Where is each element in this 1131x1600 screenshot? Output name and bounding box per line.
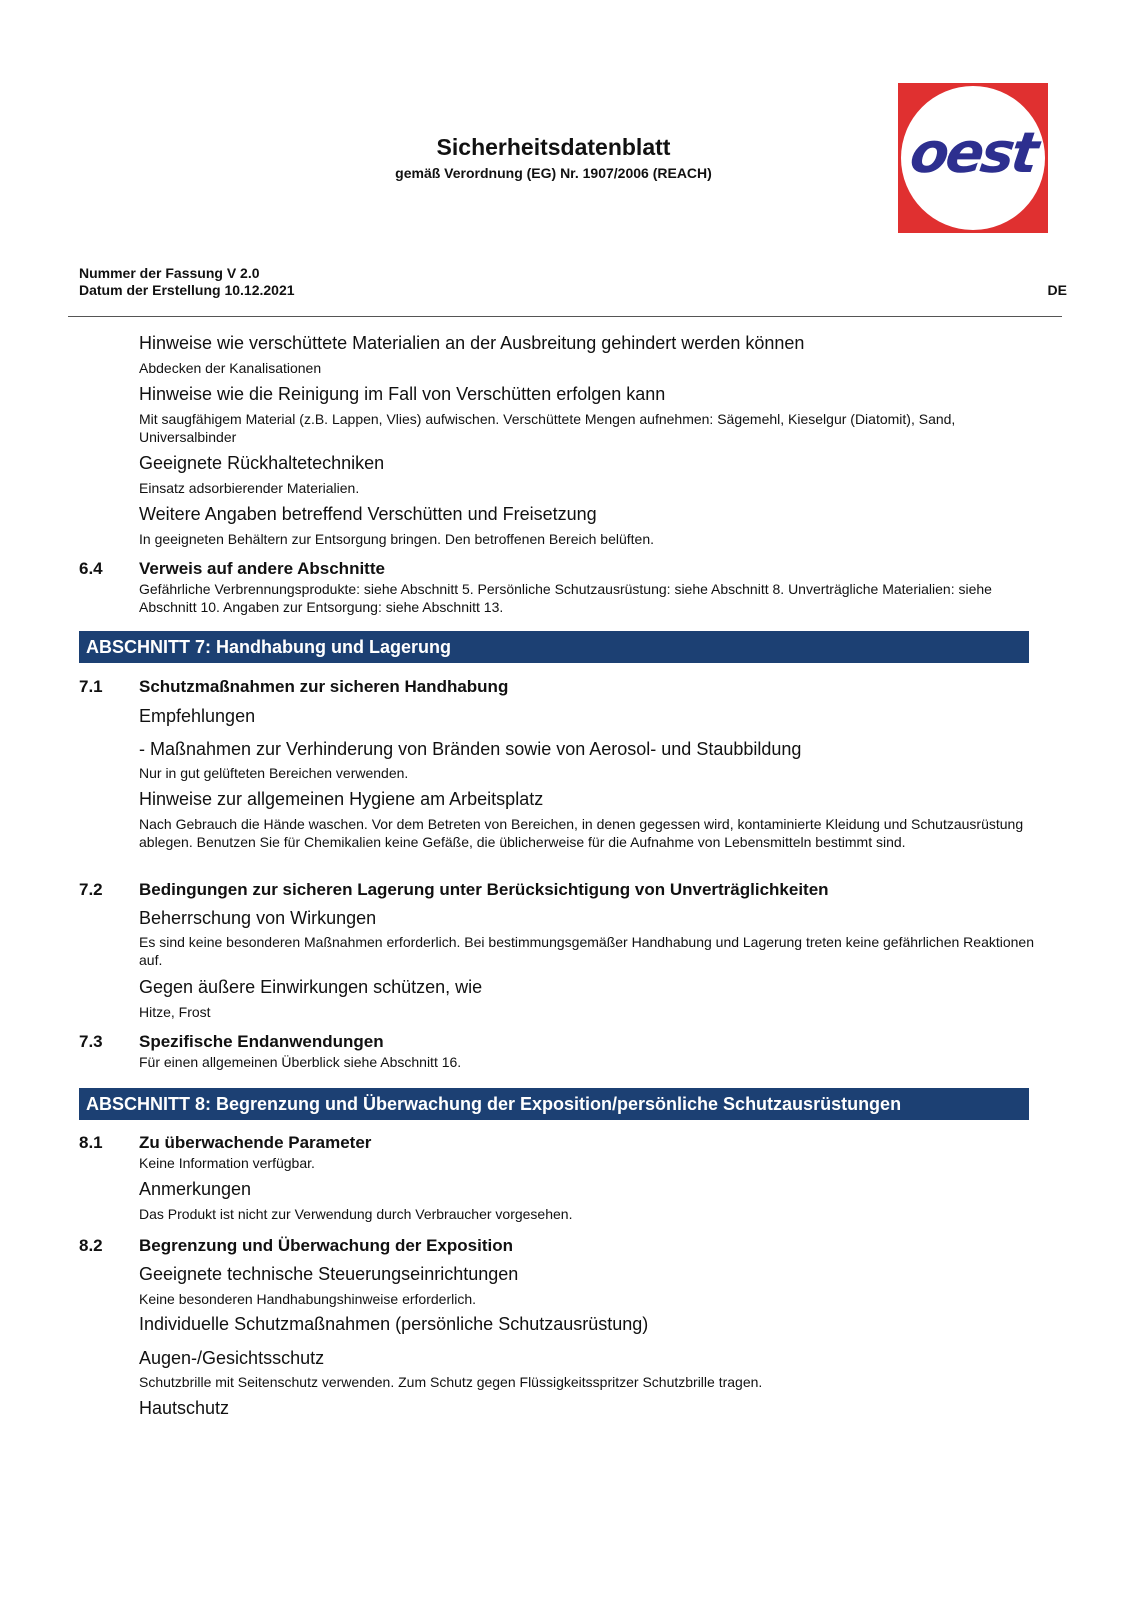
subheading-control-effects: Beherrschung von Wirkungen bbox=[139, 908, 377, 928]
subheading-hygiene: Hinweise zur allgemeinen Hygiene am Arbeitsplatz bbox=[139, 789, 544, 809]
section-number-8-1: 8.1 bbox=[79, 1133, 103, 1152]
header-divider bbox=[68, 316, 1062, 317]
text-retention: Einsatz adsorbierender Materialien. bbox=[139, 480, 360, 496]
text-containment: Abdecken der Kanalisationen bbox=[139, 360, 322, 376]
section-number-8-2: 8.2 bbox=[79, 1236, 103, 1255]
section-number-7-2: 7.2 bbox=[79, 880, 103, 899]
text-7-3: Für einen allgemeinen Überblick siehe Abschnitt 16. bbox=[139, 1054, 462, 1070]
text-external-influences: Hitze, Frost bbox=[139, 1004, 211, 1020]
subheading-further-info: Weitere Angaben betreffend Verschütten und Freisetzung bbox=[139, 504, 597, 524]
section-8-bar: ABSCHNITT 8: Begrenzung und Überwachung der Exposition/persönliche Schutzausrüstungen bbox=[79, 1088, 1029, 1120]
subheading-eye-protection: Augen-/Gesichtsschutz bbox=[139, 1348, 325, 1368]
section-number-7-3: 7.3 bbox=[79, 1032, 103, 1051]
subheading-cleanup: Hinweise wie die Reinigung im Fall von Verschütten erfolgen kann bbox=[139, 384, 666, 404]
text-technical-controls: Keine besonderen Handhabungshinweise erforderlich. bbox=[139, 1291, 477, 1307]
text-hygiene: Nach Gebrauch die Hände waschen. Vor dem Betreten von Bereichen, in denen gegessen wird, kontaminierte Kleidung und Schutzausrüstung ablegen. Benutzen Sie für Chemikalien keine Gefäße, die üblicherweise für die Aufnahme von Lebensmitteln bestimmt sind. bbox=[139, 816, 1024, 850]
subheading-external-influences: Gegen äußere Einwirkungen schützen, wie bbox=[139, 977, 483, 997]
text-eye-protection: Schutzbrille mit Seitenschutz verwenden. Zum Schutz gegen Flüssigkeitsspritzer Schutzbrille tragen. bbox=[139, 1374, 763, 1390]
heading-7-3: Spezifische Endanwendungen bbox=[139, 1032, 384, 1051]
company-logo bbox=[898, 83, 1048, 233]
text-6-4: Gefährliche Verbrennungsprodukte: siehe Abschnitt 5. Persönliche Schutzausrüstung: siehe Abschnitt 8. Unverträgliche Materialien: siehe Abschnitt 10. Angaben zur Entsorgung: siehe Abschnitt 13. bbox=[139, 581, 992, 615]
subheading-technical-controls: Geeignete technische Steuerungseinrichtungen bbox=[139, 1264, 519, 1284]
text-remarks: Das Produkt ist nicht zur Verwendung durch Verbraucher vorgesehen. bbox=[139, 1206, 573, 1222]
subheading-fire-prevention: - Maßnahmen zur Verhinderung von Bränden sowie von Aerosol- und Staubbildung bbox=[139, 739, 802, 759]
subheading-remarks: Anmerkungen bbox=[139, 1179, 252, 1199]
version-number: Nummer der Fassung V 2.0 bbox=[79, 265, 260, 281]
heading-7-2: Bedingungen zur sicheren Lagerung unter Berücksichtigung von Unverträglichkeiten bbox=[139, 880, 829, 899]
text-control-effects: Es sind keine besonderen Maßnahmen erforderlich. Bei bestimmungsgemäßer Handhabung und Lagerung treten keine gefährlichen Reaktionen auf. bbox=[139, 934, 1034, 968]
section-7-bar: ABSCHNITT 7: Handhabung und Lagerung bbox=[79, 631, 1029, 663]
logo-text: oest bbox=[906, 121, 1040, 186]
subheading-individual-protection: Individuelle Schutzmaßnahmen (persönliche Schutzausrüstung) bbox=[139, 1314, 649, 1334]
text-further-info: In geeigneten Behältern zur Entsorgung bringen. Den betroffenen Bereich belüften. bbox=[139, 531, 654, 547]
subheading-retention: Geeignete Rückhaltetechniken bbox=[139, 453, 385, 473]
text-8-1: Keine Information verfügbar. bbox=[139, 1155, 315, 1171]
heading-6-4: Verweis auf andere Abschnitte bbox=[139, 559, 385, 578]
creation-date: Datum der Erstellung 10.12.2021 bbox=[79, 282, 295, 298]
text-cleanup: Mit saugfähigem Material (z.B. Lappen, Vlies) aufwischen. Verschüttete Mengen aufnehmen: Sägemehl, Kieselgur (Diatomit), Sand, Universalbinder bbox=[139, 411, 956, 445]
subheading-skin-protection: Hautschutz bbox=[139, 1398, 230, 1418]
subheading-containment: Hinweise wie verschüttete Materialien an der Ausbreitung gehindert werden können bbox=[139, 333, 805, 353]
heading-8-1: Zu überwachende Parameter bbox=[139, 1133, 372, 1152]
document-title: Sicherheitsdatenblatt bbox=[436, 134, 671, 160]
subheading-recommendations: Empfehlungen bbox=[139, 706, 256, 726]
section-number-7-1: 7.1 bbox=[79, 677, 103, 696]
document-subtitle: gemäß Verordnung (EG) Nr. 1907/2006 (REACH) bbox=[395, 165, 712, 181]
heading-7-1: Schutzmaßnahmen zur sicheren Handhabung bbox=[139, 677, 509, 696]
heading-8-2: Begrenzung und Überwachung der Exposition bbox=[139, 1236, 514, 1255]
section-number-6-4: 6.4 bbox=[79, 559, 103, 578]
text-fire-prevention: Nur in gut gelüfteten Bereichen verwenden. bbox=[139, 765, 409, 781]
language-code: DE bbox=[1047, 282, 1067, 298]
